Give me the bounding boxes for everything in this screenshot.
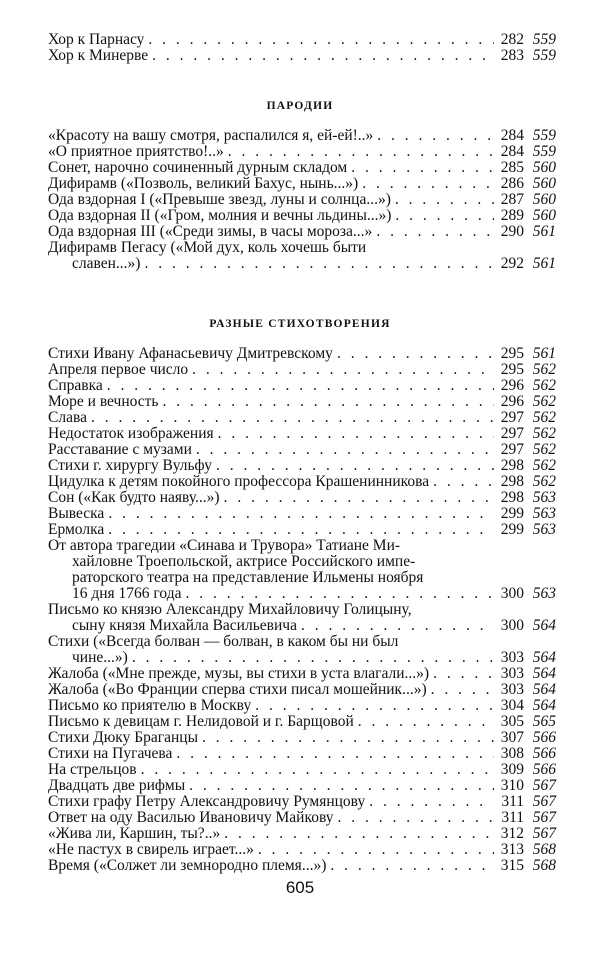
toc-page-refs xyxy=(496,490,556,506)
text-page-number: 298 xyxy=(500,489,524,506)
toc-page-refs xyxy=(496,48,556,64)
toc-various-list xyxy=(48,346,556,874)
toc-entry xyxy=(48,362,556,378)
dot-leader xyxy=(431,682,494,698)
dot-leader xyxy=(351,160,494,176)
toc-page-refs xyxy=(496,778,556,794)
commentary-page-number: 562 xyxy=(532,457,556,474)
toc-entry-title: Расставание с музами xyxy=(48,441,192,458)
toc-entry xyxy=(48,442,556,458)
toc-page-refs xyxy=(496,650,556,666)
toc-entry-title: Недостаток изображения xyxy=(48,425,214,442)
dot-leader xyxy=(108,506,494,522)
toc-page-refs xyxy=(496,442,556,458)
toc-parodies-list xyxy=(48,128,556,272)
commentary-page-number: 561 xyxy=(532,345,556,362)
commentary-page-number: 564 xyxy=(532,617,556,634)
text-page-number: 297 xyxy=(500,425,524,442)
toc-entry-title: «Красоту на вашу смотря, распалился я, ей-ей!..» xyxy=(48,127,374,144)
toc-page-refs xyxy=(496,762,556,778)
text-page-number: 303 xyxy=(500,665,524,682)
dot-leader xyxy=(192,362,494,378)
toc-entry-title: Жалоба («Мне прежде, музы, вы стихи в уста влагали...») xyxy=(48,665,430,682)
toc-entry-title: хайловне Троепольской, актрисе Российского импе- xyxy=(72,553,416,570)
toc-entry xyxy=(48,746,556,762)
commentary-page-number: 563 xyxy=(532,585,556,602)
toc-entry-title: раторского театра на представление Ильмены ноября xyxy=(72,569,424,586)
dot-leader xyxy=(176,746,494,762)
toc-entry xyxy=(48,506,556,522)
toc-entry-title: «О приятное приятство!..» xyxy=(48,143,224,160)
commentary-page-number: 560 xyxy=(532,175,556,192)
commentary-page-number: 561 xyxy=(532,223,556,240)
text-page-number: 303 xyxy=(500,649,524,666)
commentary-page-number: 567 xyxy=(532,793,556,810)
text-page-number: 292 xyxy=(500,255,524,272)
dot-leader xyxy=(358,714,494,730)
commentary-page-number: 563 xyxy=(532,505,556,522)
text-page-number: 312 xyxy=(500,825,524,842)
dot-leader xyxy=(108,522,494,538)
toc-entry-title: Стихи графу Петру Александровичу Румянцову xyxy=(48,793,366,810)
toc-entry xyxy=(48,842,556,858)
text-page-number: 299 xyxy=(500,505,524,522)
toc-entry-title: чине...») xyxy=(72,649,128,666)
toc-entry-title: Стихи Дюку Браганцы xyxy=(48,729,198,746)
toc-entry-title: Ода вздорная I («Превыше звезд, луны и солнца...») xyxy=(48,191,391,208)
dot-leader xyxy=(433,474,494,490)
toc-entry xyxy=(48,666,556,682)
toc-page-refs xyxy=(496,858,556,874)
toc-entry-title: 16 дня 1766 года xyxy=(72,585,182,602)
commentary-page-number: 563 xyxy=(532,521,556,538)
commentary-page-number: 561 xyxy=(532,255,556,272)
toc-entry xyxy=(48,522,556,538)
dot-leader xyxy=(433,666,494,682)
dot-leader xyxy=(255,698,494,714)
toc-entry xyxy=(48,224,556,240)
toc-entry-title: Вывеска xyxy=(48,505,105,522)
toc-page-refs xyxy=(496,160,556,176)
toc-page-refs xyxy=(496,586,556,602)
commentary-page-number: 562 xyxy=(532,377,556,394)
toc-entry-title: Море и вечность xyxy=(48,393,159,410)
text-page-number: 313 xyxy=(500,841,524,858)
toc-entry xyxy=(48,730,556,746)
text-page-number: 300 xyxy=(500,617,524,634)
toc-entry-title: Письмо к девицам г. Нелидовой и г. Барщовой xyxy=(48,713,354,730)
toc-page-refs xyxy=(496,410,556,426)
dot-leader xyxy=(369,794,494,810)
text-page-number: 315 xyxy=(500,857,524,874)
toc-entry-title: Жалоба («Во Франции сперва стихи писал мошейник...») xyxy=(48,681,427,698)
dot-leader xyxy=(189,778,494,794)
text-page-number: 311 xyxy=(501,793,524,810)
toc-entry xyxy=(48,810,556,826)
text-page-number: 289 xyxy=(500,207,524,224)
toc-entry-title: Хор к Парнасу xyxy=(48,31,145,48)
commentary-page-number: 560 xyxy=(532,207,556,224)
toc-page-refs xyxy=(496,426,556,442)
toc-entry xyxy=(48,144,556,160)
toc-entry-title: Справка xyxy=(48,377,103,394)
toc-entry-title: сыну князя Михайла Васильевича xyxy=(72,617,297,634)
toc-entry xyxy=(48,426,556,442)
toc-entry-title: Стихи («Всегда болван — болван, в каком бы ни был xyxy=(48,633,399,650)
text-page-number: 297 xyxy=(500,441,524,458)
section-heading-various-poems: РАЗНЫЕ СТИХОТВОРЕНИЯ xyxy=(209,318,391,330)
text-page-number: 286 xyxy=(500,175,524,192)
toc-page-refs xyxy=(496,810,556,826)
commentary-page-number: 566 xyxy=(532,745,556,762)
text-page-number: 307 xyxy=(500,729,524,746)
text-page-number: 305 xyxy=(500,713,524,730)
dot-leader xyxy=(216,458,494,474)
commentary-page-number: 568 xyxy=(532,857,556,874)
toc-page-refs xyxy=(496,698,556,714)
dot-leader xyxy=(330,858,494,874)
dot-leader xyxy=(395,208,494,224)
toc-entry xyxy=(48,778,556,794)
commentary-page-number: 562 xyxy=(532,473,556,490)
toc-entry xyxy=(48,682,556,698)
dot-leader xyxy=(395,192,494,208)
toc-page-refs xyxy=(496,842,556,858)
toc-entry xyxy=(48,378,556,394)
dot-leader xyxy=(144,256,494,272)
commentary-page-number: 567 xyxy=(532,777,556,794)
text-page-number: 310 xyxy=(500,777,524,794)
dot-leader xyxy=(141,762,494,778)
text-page-number: 295 xyxy=(500,361,524,378)
commentary-page-number: 562 xyxy=(532,409,556,426)
toc-entry xyxy=(48,858,556,874)
commentary-page-number: 559 xyxy=(532,127,556,144)
dot-leader xyxy=(301,618,494,634)
dot-leader xyxy=(337,346,494,362)
toc-entry-title: Стихи на Пугачева xyxy=(48,745,173,762)
text-page-number: 303 xyxy=(500,681,524,698)
text-page-number: 290 xyxy=(500,223,524,240)
commentary-page-number: 560 xyxy=(532,159,556,176)
dot-leader xyxy=(362,176,494,192)
toc-page-refs xyxy=(496,192,556,208)
toc-page-refs xyxy=(496,144,556,160)
dot-leader xyxy=(132,650,494,666)
toc-page-refs xyxy=(496,362,556,378)
text-page-number: 308 xyxy=(500,745,524,762)
toc-page-refs xyxy=(496,394,556,410)
toc-entry-title: Цидулка к детям покойного профессора Крашенинникова xyxy=(48,473,430,490)
toc-entry xyxy=(48,346,556,362)
toc-entry xyxy=(48,32,556,48)
toc-entry-title: Ответ на оду Василью Ивановичу Майкову xyxy=(48,809,334,826)
commentary-page-number: 559 xyxy=(532,47,556,64)
toc-entry-title: Сонет, нарочно сочиненный дурным складом xyxy=(48,159,348,176)
toc-page-refs xyxy=(496,346,556,362)
text-page-number: 304 xyxy=(500,697,524,714)
commentary-page-number: 566 xyxy=(532,729,556,746)
text-page-number: 298 xyxy=(500,457,524,474)
toc-page-refs xyxy=(496,128,556,144)
toc-page-refs xyxy=(496,666,556,682)
toc-entry-title: Ермолка xyxy=(48,521,105,538)
toc-entry xyxy=(48,160,556,176)
toc-entry xyxy=(48,714,556,730)
toc-entry xyxy=(48,192,556,208)
toc-entry-title: Слава xyxy=(48,409,87,426)
toc-entry xyxy=(48,698,556,714)
toc-page-refs xyxy=(496,746,556,762)
text-page-number: 297 xyxy=(500,409,524,426)
commentary-page-number: 560 xyxy=(532,191,556,208)
toc-entry xyxy=(48,458,556,474)
commentary-page-number: 559 xyxy=(532,31,556,48)
toc-entry xyxy=(48,208,556,224)
text-page-number: 282 xyxy=(500,31,524,48)
commentary-page-number: 562 xyxy=(532,361,556,378)
commentary-page-number: 564 xyxy=(532,665,556,682)
text-page-number: 300 xyxy=(500,585,524,602)
dot-leader xyxy=(376,224,494,240)
toc-entry-title: славен...») xyxy=(72,255,141,272)
commentary-page-number: 567 xyxy=(532,825,556,842)
toc-entry xyxy=(48,176,556,192)
toc-page-refs xyxy=(496,256,556,272)
text-page-number: 287 xyxy=(500,191,524,208)
text-page-number: 311 xyxy=(501,809,524,826)
dot-leader xyxy=(338,810,495,826)
toc-entry-title: От автора трагедии «Синава и Трувора» Татиане Ми- xyxy=(48,537,401,554)
dot-leader xyxy=(228,144,494,160)
toc-page-refs xyxy=(496,506,556,522)
toc-page-refs xyxy=(496,378,556,394)
toc-entry-title: Хор к Минерве xyxy=(48,47,149,64)
toc-page-refs xyxy=(496,826,556,842)
toc-entry xyxy=(48,240,556,272)
commentary-page-number: 564 xyxy=(532,649,556,666)
commentary-page-number: 562 xyxy=(532,393,556,410)
toc-entry xyxy=(48,410,556,426)
commentary-page-number: 568 xyxy=(532,841,556,858)
dot-leader xyxy=(202,730,494,746)
dot-leader xyxy=(148,32,494,48)
toc-entry-title: Письмо ко приятелю в Москву xyxy=(48,697,252,714)
toc-page-refs xyxy=(496,32,556,48)
toc-page-refs xyxy=(496,208,556,224)
text-page-number: 296 xyxy=(500,377,524,394)
page-number: 605 xyxy=(285,878,315,897)
text-page-number: 295 xyxy=(500,345,524,362)
toc-entry-title: Ода вздорная III («Среди зимы, в часы мороза...» xyxy=(48,223,373,240)
toc-entry xyxy=(48,474,556,490)
commentary-page-number: 564 xyxy=(532,681,556,698)
toc-entry-title: «Не пастух в свирель играет...» xyxy=(48,841,254,858)
text-page-number: 284 xyxy=(500,143,524,160)
dot-leader xyxy=(224,826,494,842)
text-page-number: 309 xyxy=(500,761,524,778)
toc-page-refs xyxy=(496,224,556,240)
text-page-number: 283 xyxy=(500,47,524,64)
toc-entry-title: «Жива ли, Каршин, ты?..» xyxy=(48,825,221,842)
toc-entry-title: Дифирамв Пегасу («Мой дух, коль хочешь быти xyxy=(48,239,367,256)
toc-page-refs xyxy=(496,618,556,634)
dot-leader xyxy=(163,394,495,410)
toc-entry-title: Дифирамв («Позволь, великий Бахус, нынь...») xyxy=(48,175,359,192)
toc-page-refs xyxy=(496,682,556,698)
commentary-page-number: 567 xyxy=(532,809,556,826)
toc-entry xyxy=(48,490,556,506)
toc-page-refs xyxy=(496,474,556,490)
dot-leader xyxy=(91,410,494,426)
commentary-page-number: 563 xyxy=(532,489,556,506)
toc-entry-title: Ода вздорная II («Гром, молния и вечны льдины...») xyxy=(48,207,392,224)
text-page-number: 284 xyxy=(500,127,524,144)
text-page-number: 298 xyxy=(500,473,524,490)
toc-entry xyxy=(48,762,556,778)
commentary-page-number: 565 xyxy=(532,713,556,730)
toc-page-refs xyxy=(496,730,556,746)
dot-leader xyxy=(224,490,494,506)
dot-leader xyxy=(185,586,494,602)
toc-entry-title: Время («Солжет ли земнородно племя...») xyxy=(48,857,327,874)
toc-page-refs xyxy=(496,794,556,810)
toc-entry-title: Стихи г. хирургу Вульфу xyxy=(48,457,212,474)
toc-top-list xyxy=(48,32,556,64)
toc-entry-title: Сон («Как будто наяву...») xyxy=(48,489,220,506)
text-page-number: 285 xyxy=(500,159,524,176)
toc-entry xyxy=(48,634,556,666)
toc-entry xyxy=(48,394,556,410)
commentary-page-number: 562 xyxy=(532,441,556,458)
dot-leader xyxy=(107,378,494,394)
toc-entry xyxy=(48,602,556,634)
dot-leader xyxy=(196,442,494,458)
toc-entry xyxy=(48,826,556,842)
commentary-page-number: 562 xyxy=(532,425,556,442)
toc-entry-title: Стихи Ивану Афанасьевичу Дмитревскому xyxy=(48,345,333,362)
toc-entry xyxy=(48,48,556,64)
dot-leader xyxy=(377,128,494,144)
toc-entry xyxy=(48,538,556,602)
toc-entry-title: Двадцать две рифмы xyxy=(48,777,186,794)
toc-entry xyxy=(48,794,556,810)
commentary-page-number: 564 xyxy=(532,697,556,714)
text-page-number: 299 xyxy=(500,521,524,538)
toc-entry-title: Апреля первое число xyxy=(48,361,189,378)
commentary-page-number: 566 xyxy=(532,761,556,778)
toc-entry-title: Письмо ко князю Александру Михайловичу Голицыну, xyxy=(48,601,412,618)
dot-leader xyxy=(258,842,494,858)
text-page-number: 296 xyxy=(500,393,524,410)
toc-page-refs xyxy=(496,714,556,730)
toc-page-refs xyxy=(496,458,556,474)
dot-leader xyxy=(218,426,494,442)
toc-page-refs xyxy=(496,522,556,538)
commentary-page-number: 559 xyxy=(532,143,556,160)
dot-leader xyxy=(152,48,494,64)
toc-entry xyxy=(48,128,556,144)
section-heading-parodies: ПАРОДИИ xyxy=(266,100,334,112)
toc-page-refs xyxy=(496,176,556,192)
toc-entry-title: На стрельцов xyxy=(48,761,137,778)
